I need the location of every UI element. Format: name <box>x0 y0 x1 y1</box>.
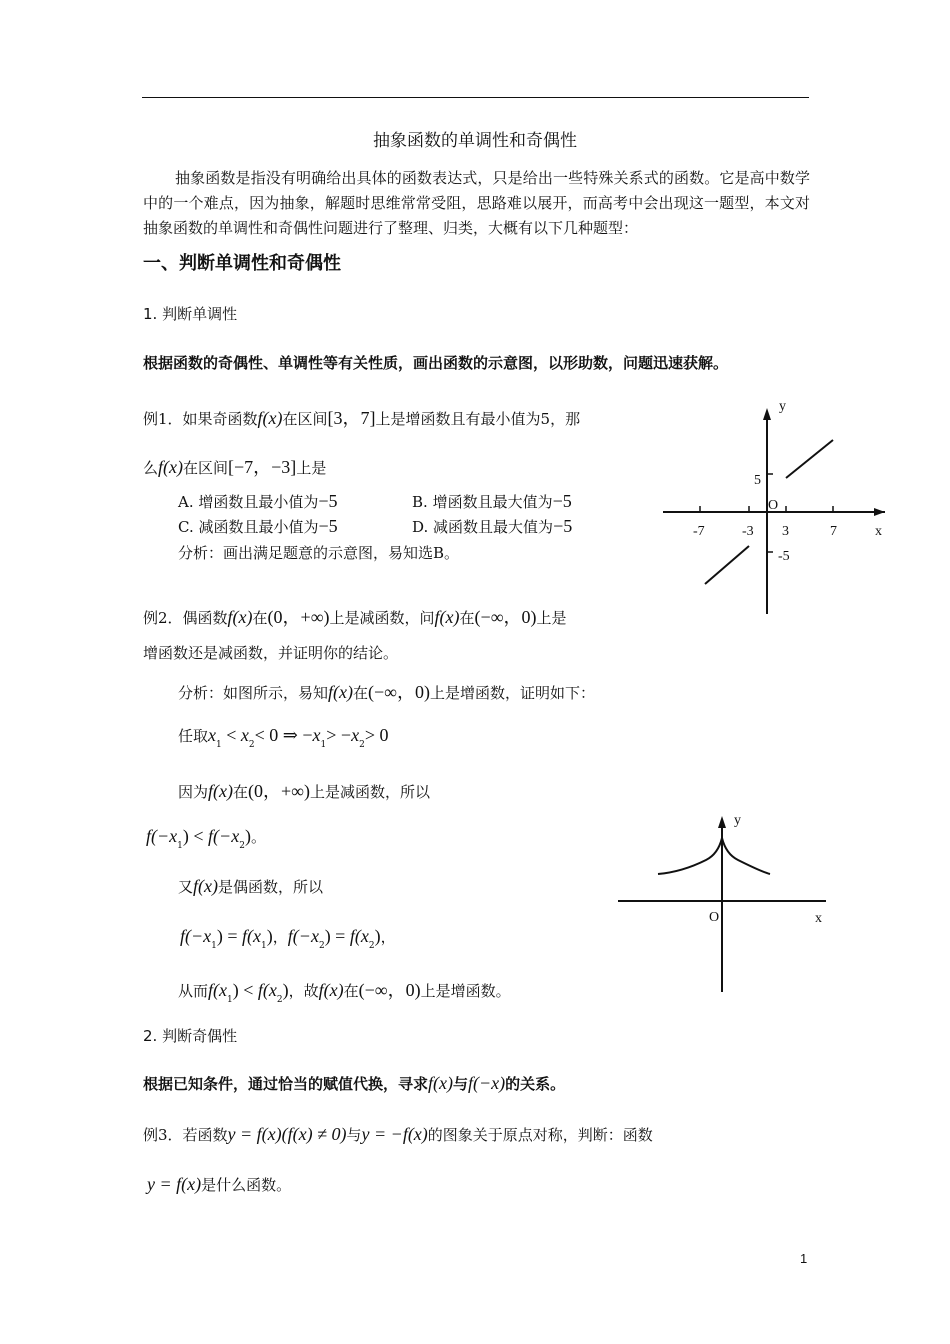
method-monotonicity: 根据函数的奇偶性、单调性等有关性质，画出函数的示意图，以形助数，问题迅速获解。 <box>143 354 729 372</box>
proof-because: 因为f(x)在(0，+∞)上是减函数，所以 <box>178 781 431 801</box>
proof-even: $f(-x_1) = f(x_1)$，$f(-x_2) = f(x_2)$， <box>180 926 396 951</box>
proof-inequality: $f(-x_1) < f(-x_2)$。 <box>146 826 266 851</box>
segment-negative <box>705 546 749 584</box>
proof-take: 任取$x_1 < x_2< 0$ ⇒ $-x_1> -x_2> 0$ <box>178 725 389 750</box>
x-axis-arrow <box>874 508 885 516</box>
x-label: x <box>815 911 822 926</box>
section-heading-1: 一、判断单调性和奇偶性 <box>143 253 341 274</box>
label-3: 3 <box>782 524 789 539</box>
origin-label: O <box>709 910 720 925</box>
intro-paragraph: 抽象函数是指没有明确给出具体的函数表达式，只是给出一些特殊关系式的函数。它是高中数学中的一个难点，因为抽象，解题时思维常常受阻，思路难以展开，而高考中会出现这一题型，本文对抽象函数的单调性和奇偶性问题进行了整理、归类，大概有以下几种题型： <box>143 169 810 237</box>
y-axis-arrow <box>763 408 771 420</box>
option-a[interactable]: A. 增函数且最小值为−5 <box>178 491 338 511</box>
label-neg7: -7 <box>693 524 705 539</box>
option-b[interactable]: B. 增函数且最大值为−5 <box>412 491 572 511</box>
example1-line1: 例1．如果奇函数f(x)在区间[3，7]上是增函数且有最小值为5，那 <box>143 408 581 428</box>
label-7: 7 <box>830 524 837 539</box>
option-d[interactable]: D. 减函数且最大值为−5 <box>412 516 573 536</box>
odd-function-graph <box>655 390 895 620</box>
origin-label: O <box>768 498 779 513</box>
page-title: 抽象函数的单调性和奇偶性 <box>373 131 577 151</box>
even-curve <box>658 838 770 874</box>
example3-line2: y = f(x)是什么函数。 <box>147 1174 292 1194</box>
example2-line2: 增函数还是减函数，并证明你的结论。 <box>143 644 399 662</box>
method-parity: 根据已知条件，通过恰当的赋值代换，寻求f(x)与f(−x)的关系。 <box>143 1073 566 1093</box>
x-label: x <box>875 524 882 539</box>
example2-line1: 例2．偶函数f(x)在(0，+∞)上是减函数，问f(x)在(−∞，0)上是 <box>143 607 567 627</box>
page-number: 1 <box>800 1251 808 1266</box>
label-5: 5 <box>754 473 761 488</box>
proof-also: 又f(x)是偶函数，所以 <box>178 876 324 896</box>
example3-line1: 例3．若函数y = f(x)(f(x) ≠ 0)与y = −f(x)的图象关于原点对称，判断：函数 <box>143 1124 653 1144</box>
even-function-graph <box>612 808 834 996</box>
proof-conclusion: 从而$f(x_1) < f(x_2)$，故f(x)在(−∞，0)上是增函数。 <box>178 980 511 1005</box>
y-axis-arrow <box>718 816 726 828</box>
example1-analysis: 分析：画出满足题意的示意图，易知选B。 <box>178 544 460 562</box>
option-c[interactable]: C. 减函数且最小值为−5 <box>178 516 338 536</box>
subheading-parity: 2. 判断奇偶性 <box>143 1027 238 1045</box>
y-label: y <box>779 399 786 414</box>
y-label: y <box>734 813 741 828</box>
segment-positive <box>786 440 833 478</box>
label-neg3: -3 <box>742 524 754 539</box>
header-rule <box>142 97 809 98</box>
example1-line2: 么f(x)在区间[−7，−3]上是 <box>143 457 327 477</box>
label-neg5: -5 <box>778 549 790 564</box>
example2-analysis: 分析：如图所示，易知f(x)在(−∞，0)上是增函数，证明如下： <box>178 682 596 702</box>
subheading-monotonicity: 1. 判断单调性 <box>143 305 238 323</box>
